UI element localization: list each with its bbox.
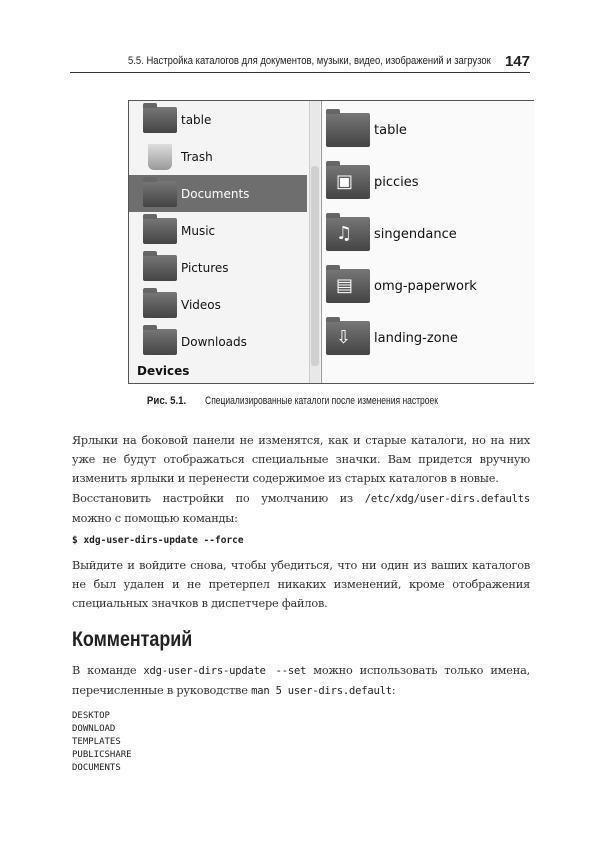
paragraph-4: В команде xdg-user-dirs-update --set можно использовать только имена, перечисленные в руководстве man 5 user-dirs.default: [72, 664, 530, 697]
sidebar-item[interactable] [129, 138, 307, 175]
paragraph-3: Выйдите и войдите снова, чтобы убедиться, что ни один из ваших каталогов не был удален и не претерпел никаких изменений, кроме отображения специальных значков в диспетчере файлов. [72, 559, 530, 610]
folder-icon [143, 107, 177, 133]
names-list [72, 710, 132, 775]
running-header [70, 50, 530, 73]
sidebar-pane [129, 101, 307, 383]
list-item: DESKTOP [72, 711, 110, 721]
sidebar-item[interactable] [129, 175, 307, 212]
list-item: DOWNLOAD [72, 724, 116, 734]
sidebar-item-label: table [181, 112, 212, 127]
sidebar-item-label: Trash [181, 149, 213, 164]
paragraph-1: Ярлыки на боковой панели не изменятся, как и старые каталоги, но на них уже не будут отображаться специальные значки. Вам придется вручную изменить ярлыки и перенести содержимое из старых каталогов в новые. [72, 434, 530, 485]
page-number: 147 [504, 52, 530, 70]
sidebar-item[interactable] [129, 286, 307, 323]
list-item: DOCUMENTS [72, 763, 121, 773]
trash-icon [148, 144, 172, 170]
folder-icon [143, 255, 177, 281]
file-item-label: singendance [374, 226, 457, 242]
list-item: PUBLICSHARE [72, 750, 132, 760]
header-title: 5.5. Настройка каталогов для документов, музыки, видео, изображений и загрузок [128, 55, 491, 67]
figure-file-manager [128, 100, 534, 384]
files-pane [321, 101, 534, 383]
folder-icon [143, 329, 177, 355]
scrollbar-thumb[interactable] [311, 166, 319, 366]
scrollbar[interactable] [309, 101, 320, 383]
sidebar-item-label: Documents [181, 186, 250, 201]
folder-icon [143, 181, 177, 207]
inline-code: /etc/xdg/user-dirs.defaults [364, 493, 530, 505]
figure-caption [0, 395, 600, 407]
file-item-label: landing-zone [374, 330, 458, 346]
sidebar-item[interactable] [129, 249, 307, 286]
sidebar-item-label: Music [181, 223, 216, 238]
file-item[interactable] [326, 157, 534, 207]
file-item-label: piccies [374, 174, 419, 190]
video-folder-icon [143, 292, 177, 318]
command-line: $ xdg-user-dirs-update --force [72, 535, 244, 546]
file-item-label: omg-paperwork [374, 278, 477, 294]
folder-icon: ⇩ [326, 321, 370, 355]
inline-code: man 5 user-dirs.default [251, 685, 392, 697]
devices-label: Devices [137, 364, 190, 378]
file-item[interactable] [326, 313, 534, 363]
sidebar-item-label: Downloads [181, 334, 247, 349]
caption-number: Рис. 5.1. [146, 395, 186, 407]
file-item[interactable] [326, 105, 534, 155]
paragraph-2: Восстановить настройки по умолчанию из /etc/xdg/user-dirs.defaults можно с помощью команды: [72, 492, 530, 525]
caption-text: Специализированные каталоги после изменения настроек [204, 395, 438, 407]
folder-icon [326, 113, 370, 147]
inline-code: xdg-user-dirs-update --set [143, 665, 307, 677]
file-item[interactable] [326, 209, 534, 259]
section-heading: Комментарий [72, 628, 193, 651]
file-item-label: table [374, 122, 407, 138]
folder-icon: ▤ [326, 269, 370, 303]
sidebar-item[interactable] [129, 212, 307, 249]
folder-icon [143, 218, 177, 244]
file-item[interactable] [326, 261, 534, 311]
sidebar-item[interactable] [129, 323, 307, 360]
list-item: TEMPLATES [72, 737, 121, 747]
sidebar-item-label: Pictures [181, 260, 229, 275]
sidebar-item-label: Videos [181, 297, 221, 312]
folder-icon: ▣ [326, 165, 370, 199]
sidebar-item[interactable] [129, 101, 307, 138]
folder-icon: ♫ [326, 217, 370, 251]
